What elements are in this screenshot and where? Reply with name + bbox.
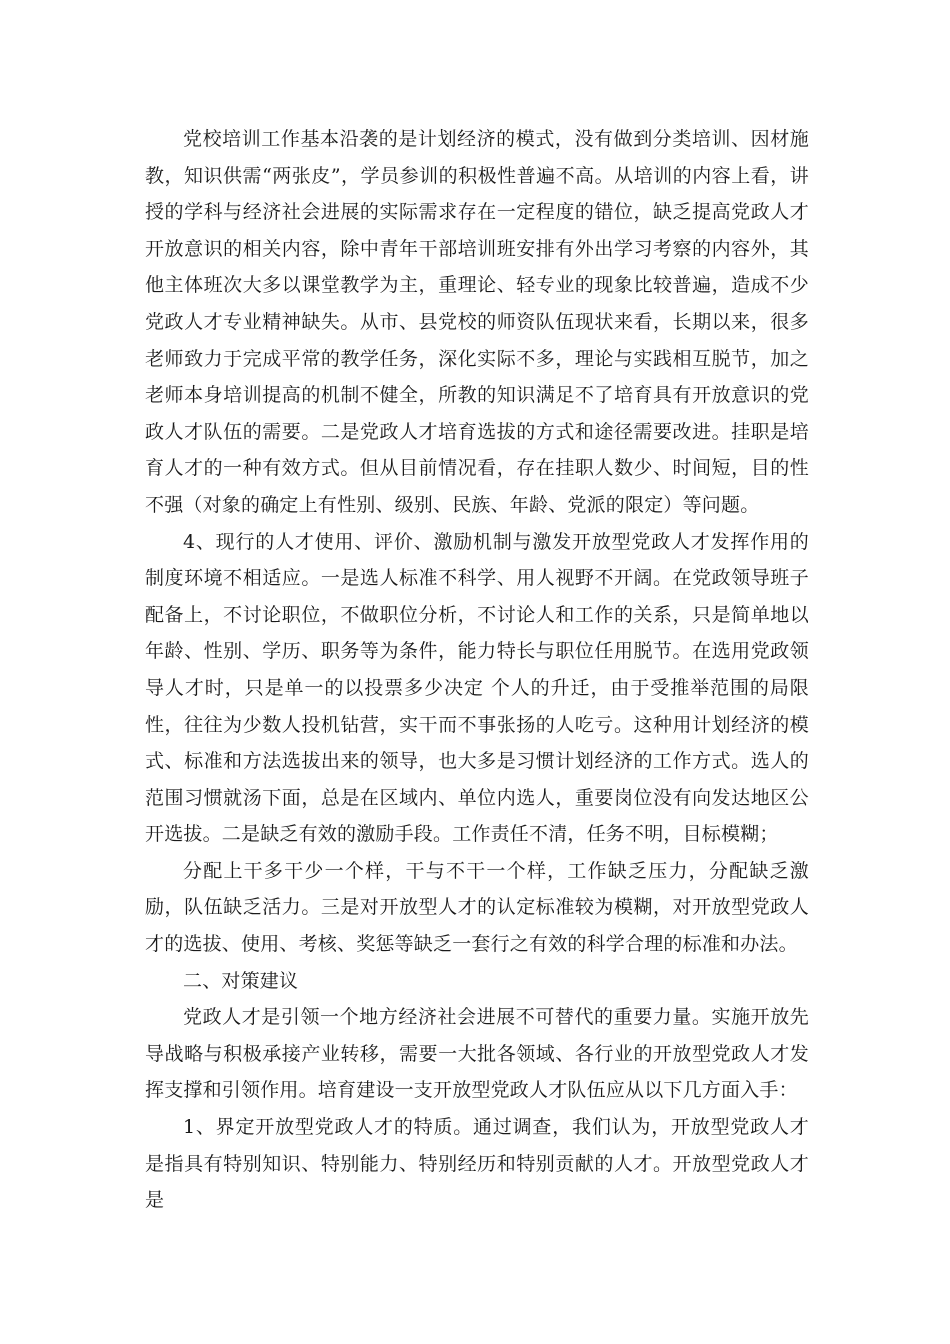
paragraph-talent-mechanism: 4、现行的人才使用、评价、激励机制与激发开放型党政人才发挥作用的制度环境不相适应。一是选人标准不科学、用人视野不开阔。在党政领导班子配备上，不讨论职位，不做职位分析，不讨论人和工作的关系，只是简单地以年龄、性别、学历、职务等为条件，能力特长与职位任用脱节。在选用党政领导人才时，只是单一的以投票多少决定 个人的升迁，由于受推举范围的局限性，往往为少数人投机钻营，实干而不事张扬的人吃亏。这种用计划经济的模式、标准和方法选拔出来的领导，也大多是习惯计划经济的工作方式。选人的范围习惯就汤下面，总是在区域内、单位内选人，重要岗位没有向发达地区公开选拔。二是缺乏有效的激励手段。工作责任不清，任务不明，目标模糊；	[145, 530, 809, 846]
paragraph-define-open-talent: 1、界定开放型党政人才的特质。通过调查，我们认为，开放型党政人才是指具有特别知识、特别能力、特别经历和特别贡献的人才。开放型党政人才是	[145, 1116, 809, 1212]
paragraph-distribution-incentive: 分配上干多干少一个样，干与不干一个样，工作缺乏压力，分配缺乏激励，队伍缺乏活力。三是对开放型人才的认定标准较为模糊，对开放型党政人才的选拔、使用、考核、奖惩等缺乏一套行之有效的科学合理的标准和办法。	[145, 859, 809, 956]
section-heading-countermeasures: 二、对策建议	[183, 969, 299, 992]
paragraph-party-talent-role: 党政人才是引领一个地方经济社会进展不可替代的重要力量。实施开放先导战略与积极承接产业转移，需要一大批各领域、各行业的开放型党政人才发挥支撑和引领作用。培育建设一支开放型党政人才队伍应从以下几方面入手：	[145, 1006, 809, 1102]
document-body	[145, 121, 809, 1219]
paragraph-party-school-training: 党校培训工作基本沿袭的是计划经济的模式，没有做到分类培训、因材施教，知识供需“两张皮”，学员参训的积极性普遍不高。从培训的内容上看，讲授的学科与经济社会进展的实际需求存在一定程度的错位，缺乏提高党政人才开放意识的相关内容，除中青年干部培训班安排有外出学习考察的内容外，其他主体班次大多以课堂教学为主，重理论、轻专业的现象比较普遍，造成不少党政人才专业精神缺失。从市、县党校的师资队伍现状来看，长期以来，很多老师致力于完成平常的教学任务，深化实际不多，理论与实践相互脱节，加之老师本身培训提高的机制不健全，所教的知识满足不了培育具有开放意识的党政人才队伍的需要。二是党政人才培育选拔的方式和途径需要改进。挂职是培育人才的一种有效方式。但从目前情况看，存在挂职人数少、时间短，目的性不强（对象的确定上有性别、级别、民族、年龄、党派的限定）等问题。	[145, 128, 809, 516]
